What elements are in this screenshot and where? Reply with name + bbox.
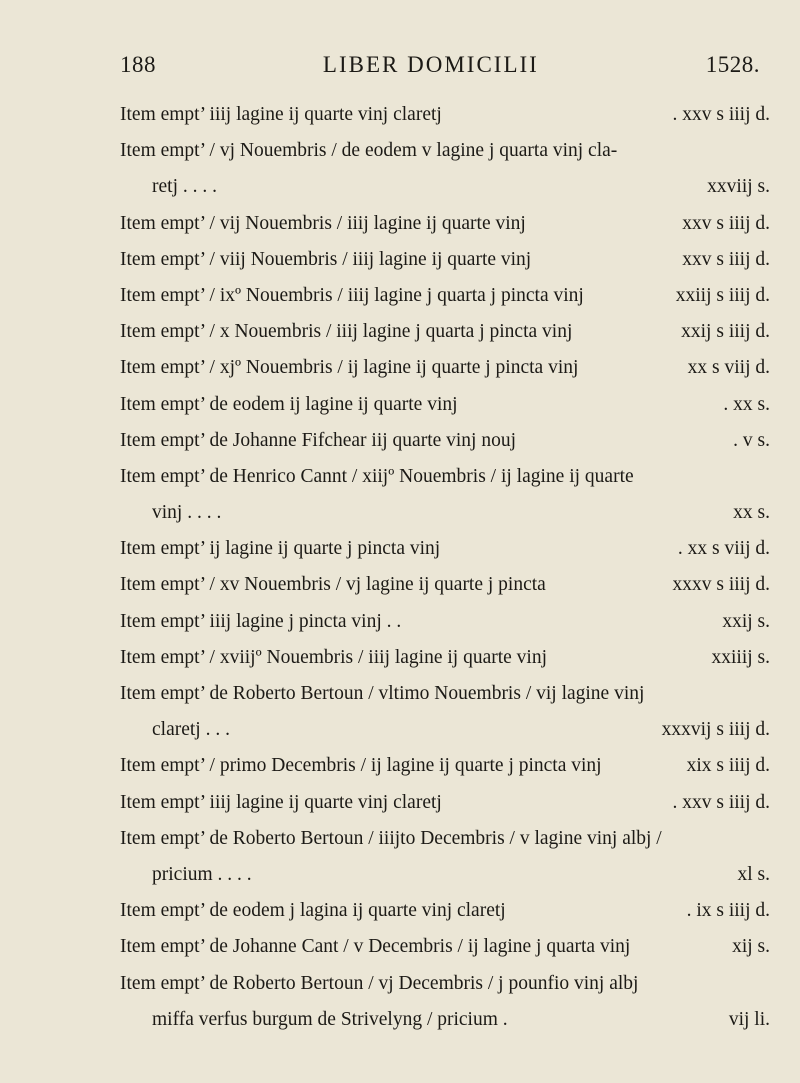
entry-text: Item empt’ / vj Nouembris / de eodem v lagine j quarta vinj cla- — [120, 140, 618, 162]
entry-amount: xxviij s. — [707, 176, 770, 198]
entry-continuation-line — [120, 176, 770, 212]
running-title: LIBER DOMICILII — [322, 52, 539, 77]
entry-line — [120, 321, 770, 357]
entry-text: vinj . . . . — [152, 502, 222, 524]
entry-text: Item empt’ / xv Nouembris / vj lagine ij quarte j pincta — [120, 574, 546, 596]
entry-text: Item empt’ / ixº Nouembris / iiij lagine j quarta j pincta vinj — [120, 284, 584, 306]
entry-line — [120, 249, 770, 285]
entry-amount: xxv s iiij d. — [682, 248, 770, 270]
entry-text: Item empt’ de Henrico Cannt / xiijº Nouembris / ij lagine ij quarte — [120, 465, 634, 487]
entry-text: Item empt’ / primo Decembris / ij lagine ij quarte j pincta vinj — [120, 755, 602, 777]
entry-amount: xix s iiij d. — [686, 755, 770, 777]
entry-amount: xxxvij s iiij d. — [661, 719, 770, 741]
entry-text: Item empt’ de Roberto Bertoun / vltimo Nouembris / vij lagine vinj — [120, 683, 645, 704]
entry-text: Item empt’ de eodem j lagina ij quarte vinj claretj — [120, 900, 506, 922]
entry-line — [120, 285, 770, 321]
entry-text: Item empt’ de Roberto Bertoun / vj Decembris / j pounfio vinj albj — [120, 972, 639, 994]
entry-continuation-line — [120, 1009, 770, 1045]
entry-amount: xxxv s iiij d. — [672, 574, 770, 596]
entry-amount: . xxv s iiij d. — [672, 104, 770, 125]
entry-text: miffa verfus burgum de Strivelyng / pricium . — [152, 1008, 508, 1030]
year-label: 1528. — [705, 52, 760, 77]
entry-line — [120, 683, 770, 719]
entry-line — [120, 213, 770, 249]
entry-line — [120, 900, 770, 936]
entry-line — [120, 755, 770, 791]
entry-line — [120, 357, 770, 393]
entry-amount: . xxv s iiij d. — [672, 791, 770, 813]
entry-text: pricium . . . . — [152, 863, 252, 885]
entry-line — [120, 430, 770, 466]
entry-text: Item empt’ ij lagine ij quarte j pincta vinj — [120, 538, 441, 560]
entry-line — [120, 466, 770, 502]
entry-line — [120, 792, 770, 828]
entry-text: Item empt’ iiij lagine ij quarte vinj claretj — [120, 791, 442, 813]
entry-amount: . xx s viij d. — [677, 538, 770, 560]
entry-text: Item empt’ iiij lagine ij quarte vinj claretj — [120, 104, 442, 125]
entry-continuation-line — [120, 502, 770, 538]
entry-amount: xl s. — [737, 863, 770, 885]
entry-amount: xxij s iiij d. — [681, 321, 770, 343]
entry-text: Item empt’ / viij Nouembris / iiij lagine ij quarte vinj — [120, 248, 532, 270]
entry-amount: xxv s iiij d. — [682, 212, 770, 234]
entry-text: Item empt’ / vij Nouembris / iiij lagine ij quarte vinj — [120, 212, 526, 234]
entry-amount: vij li. — [728, 1008, 770, 1030]
entry-text: Item empt’ de eodem ij lagine ij quarte vinj — [120, 393, 458, 415]
entry-line — [120, 647, 770, 683]
entry-text: claretj . . . — [152, 719, 230, 741]
entry-line — [120, 973, 770, 1009]
entry-line — [120, 936, 770, 972]
entry-line — [120, 140, 770, 176]
entry-continuation-line — [120, 864, 770, 900]
entry-line — [120, 611, 770, 647]
entry-continuation-line — [120, 719, 770, 755]
entry-amount: xij s. — [732, 936, 770, 958]
entry-text: Item empt’ de Johanne Cant / v Decembris / ij lagine j quarta vinj — [120, 936, 631, 958]
entry-text: retj . . . . — [152, 176, 217, 198]
entry-text: Item empt’ / xjº Nouembris / ij lagine ij quarte j pincta vinj — [120, 357, 579, 379]
entry-text: Item empt’ iiij lagine j pincta vinj . . — [120, 610, 402, 632]
page-number: 188 — [120, 52, 156, 77]
entry-amount: xx s viij d. — [687, 357, 770, 379]
account-entries — [120, 104, 770, 1045]
entry-amount: xxij s. — [722, 610, 770, 632]
entry-line — [120, 394, 770, 430]
page-header — [120, 52, 760, 88]
entry-amount: xxiiij s. — [711, 646, 770, 668]
entry-amount: . ix s iiij d. — [686, 900, 770, 922]
entry-text: Item empt’ de Roberto Bertoun / iiijto Decembris / v lagine vinj albj / — [120, 827, 662, 849]
entry-line — [120, 574, 770, 610]
entry-amount: . xx s. — [723, 393, 770, 415]
entry-text: Item empt’ / x Nouembris / iiij lagine j quarta j pincta vinj — [120, 321, 573, 343]
entry-line — [120, 828, 770, 864]
entry-text: Item empt’ de Johanne Fifchear iij quarte vinj nouj — [120, 429, 517, 451]
entry-line — [120, 538, 770, 574]
entry-line — [120, 104, 770, 140]
entry-amount: . v s. — [733, 429, 770, 451]
entry-amount: xx s. — [733, 502, 770, 524]
entry-amount: xxiij s iiij d. — [675, 284, 770, 306]
entry-text: Item empt’ / xviijº Nouembris / iiij lagine ij quarte vinj — [120, 646, 548, 668]
